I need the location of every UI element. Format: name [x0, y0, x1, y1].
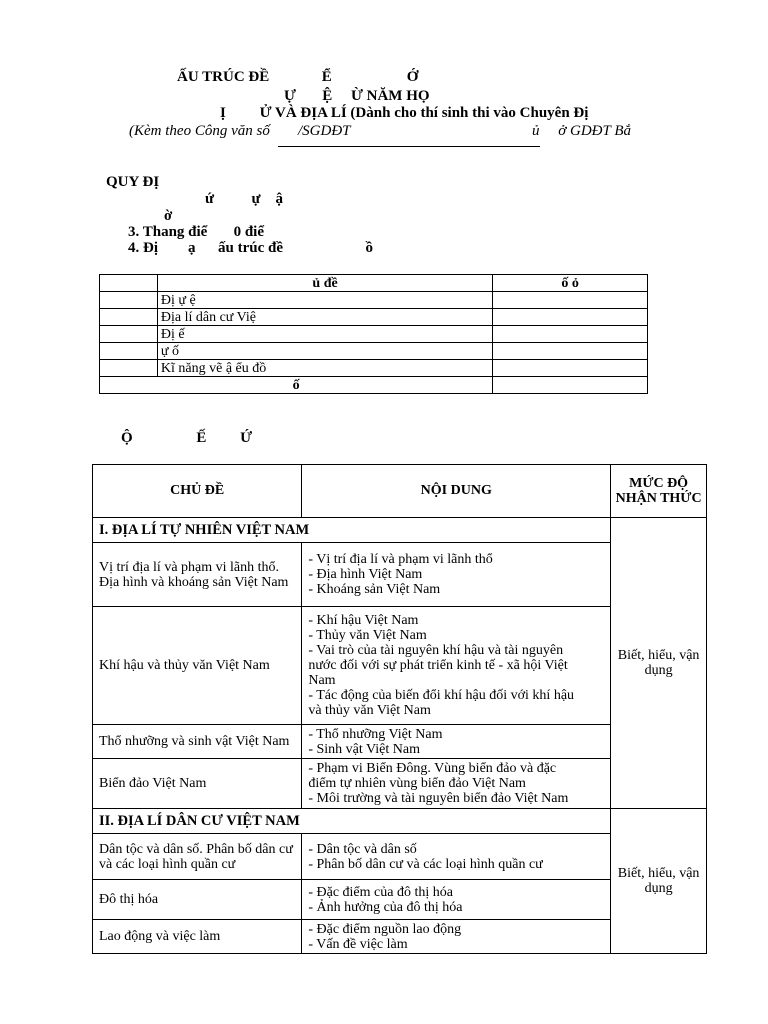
subtitle-part-1: (Kèm theo Công văn số — [129, 123, 270, 139]
subtitle-part-2: /SGDĐT — [298, 123, 351, 139]
section-title: I. ĐỊA LÍ TỰ NHIÊN VIỆT NAM — [93, 518, 611, 543]
content-line: - Thổ nhưỡng Việt Nam — [308, 726, 443, 742]
topic-cell: Khí hậu và thủy văn Việt Nam — [93, 607, 302, 725]
structure-row — [100, 292, 648, 309]
topic-cell: Thổ nhưỡng và sinh vật Việt Nam — [93, 725, 302, 759]
content-line: - Phân bố dân cư và các loại hình quần cư — [308, 856, 543, 872]
structure-row — [100, 360, 648, 377]
structure-cell: Đị ế — [157, 326, 492, 343]
content-line: - Đặc điểm nguồn lao động — [308, 921, 462, 937]
structure-cell: Địa lí dân cư Việ — [157, 309, 492, 326]
section-2-heading: Ộ Ế Ứ — [121, 430, 253, 446]
content-line: và thủy văn Việt Nam — [308, 703, 431, 718]
structure-cell — [493, 326, 648, 343]
subtitle-part-3: ủ ở GDĐT Bắ — [532, 123, 631, 139]
content-line: - Ảnh hưởng của đô thị hóa — [308, 899, 463, 915]
structure-cell — [493, 377, 648, 394]
content-line: - Vấn đề việc làm — [308, 936, 408, 952]
quy-dinh-heading: QUY ĐỊ — [106, 174, 160, 190]
content-line: - Tác động của biến đổi khí hậu đối với khí hậu — [308, 688, 575, 703]
content-line: - Thủy văn Việt Nam — [308, 628, 427, 643]
topic-cell: Vị trí địa lí và phạm vi lãnh thổ. Địa hình và khoáng sản Việt Nam — [93, 543, 302, 607]
content-line: - Vai trò của tài nguyên khí hậu và tài nguyên — [308, 643, 564, 658]
header-content: NỘI DUNG — [302, 465, 611, 518]
title-line-3: Ị Ử VÀ ĐỊA LÍ (Dành cho thí sinh thi vào Chuyên Đị — [220, 105, 589, 121]
topic-cell: Biển đảo Việt Nam — [93, 759, 302, 809]
content-cell — [302, 725, 611, 759]
header-level: MỨC ĐỘ NHẬN THỨC — [611, 465, 707, 518]
topic-cell: Đô thị hóa — [93, 880, 302, 920]
content-cell — [302, 607, 611, 725]
structure-cell — [100, 360, 158, 377]
content-line: Nam — [308, 673, 336, 688]
structure-col-count: ố ỏ — [493, 275, 648, 292]
content-cell — [302, 759, 611, 809]
content-table — [92, 464, 707, 954]
structure-cell: Kĩ năng vẽ ậ ểu đồ — [157, 360, 492, 377]
content-cell — [302, 920, 611, 954]
content-cell — [302, 880, 611, 920]
content-line: - Khí hậu Việt Nam — [308, 613, 419, 628]
structure-cell: Đị ự ệ — [157, 292, 492, 309]
content-line: - Khoáng sản Việt Nam — [308, 582, 441, 597]
quy-dinh-item-1: ứ ự ậ — [205, 191, 284, 207]
structure-table — [99, 274, 648, 394]
content-line: - Sinh vật Việt Nam — [308, 741, 420, 757]
structure-cell — [100, 292, 158, 309]
structure-row — [100, 309, 648, 326]
content-line: - Môi trường và tài nguyên biển đảo Việt Nam — [308, 791, 569, 806]
content-line: - Đặc điểm của đô thị hóa — [308, 884, 453, 900]
level-cell: Biết, hiểu, vận dụng — [611, 809, 707, 954]
section-row — [93, 518, 707, 543]
title-line-2: Ự Ệ Ừ NĂM HỌ — [284, 88, 430, 104]
level-cell: Biết, hiểu, vận dụng — [611, 518, 707, 809]
structure-row-total — [100, 377, 648, 394]
title-line-1: ẤU TRÚC ĐỀ Ể Ớ — [177, 69, 419, 85]
section-title: II. ĐỊA LÍ DÂN CƯ VIỆT NAM — [93, 809, 611, 834]
structure-table-header — [100, 275, 648, 292]
content-line: - Phạm vi Biển Đông. Vùng biển đảo và đặc — [308, 761, 557, 776]
content-line: nước đối với sự phát triển kinh tế - xã hội Việt — [308, 658, 568, 673]
structure-col-stt — [100, 275, 158, 292]
structure-row — [100, 326, 648, 343]
structure-total-label: ố — [100, 377, 493, 394]
content-line: điểm tự nhiên vùng biển đảo Việt Nam — [308, 776, 526, 791]
content-table-header — [93, 465, 707, 518]
structure-cell — [100, 309, 158, 326]
structure-cell — [493, 343, 648, 360]
header-topic: CHỦ ĐỀ — [93, 465, 302, 518]
content-line: - Địa hình Việt Nam — [308, 567, 423, 582]
subtitle-underline — [278, 146, 540, 147]
section-row — [93, 809, 707, 834]
structure-cell — [100, 326, 158, 343]
structure-col-topic: ủ đề — [157, 275, 492, 292]
topic-cell: Dân tộc và dân số. Phân bố dân cư và các loại hình quần cư — [93, 834, 302, 880]
content-line: - Dân tộc và dân số — [308, 841, 417, 857]
structure-cell — [493, 360, 648, 377]
structure-row — [100, 343, 648, 360]
topic-cell: Lao động và việc làm — [93, 920, 302, 954]
quy-dinh-item-3: 3. Thang điể 0 điể — [128, 224, 265, 240]
quy-dinh-item-4: 4. Đị ạ ấu trúc đề ồ — [128, 240, 373, 256]
structure-cell — [493, 309, 648, 326]
content-line: - Vị trí địa lí và phạm vi lãnh thổ — [308, 552, 493, 567]
content-cell — [302, 834, 611, 880]
structure-cell — [493, 292, 648, 309]
structure-cell: ự ố — [157, 343, 492, 360]
content-cell — [302, 543, 611, 607]
quy-dinh-item-2: ờ — [164, 208, 173, 224]
structure-cell — [100, 343, 158, 360]
